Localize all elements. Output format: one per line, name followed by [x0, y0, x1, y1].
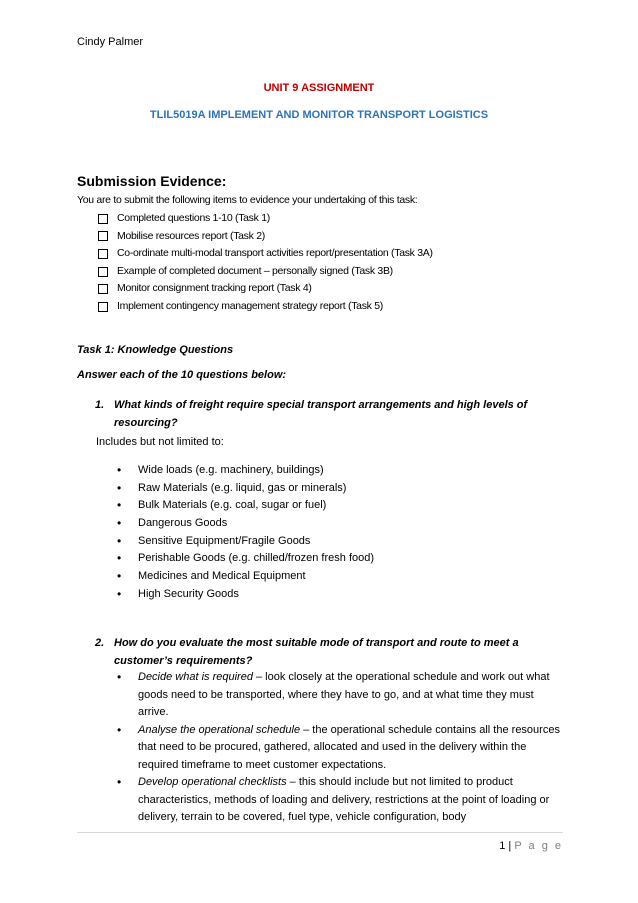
checkbox-icon[interactable]: [98, 284, 108, 294]
list-item: • Wide loads (e.g. machinery, buildings): [117, 462, 374, 480]
q1-answer-intro: Includes but not limited to:: [96, 436, 224, 448]
checklist-item: Mobilise resources report (Task 2): [98, 228, 433, 246]
list-item: • Raw Materials (e.g. liquid, gas or minerals): [117, 480, 374, 498]
course-title: TLIL5019A IMPLEMENT AND MONITOR TRANSPORT LOGISTICS: [149, 109, 489, 121]
page-label: P a g e: [514, 840, 563, 852]
bullet-text: – look closely at the operational schedule and work out what goods need to be transported, where they have to go, and at what time they must arrive.: [138, 671, 550, 718]
task1-heading: Task 1: Knowledge Questions: [77, 344, 234, 356]
bullet-text: – the operational schedule contains all the resources that need to be procured, gathered, allocated and used in the delivery within the required timeframe to meet customer expectations.: [138, 723, 560, 771]
question-number: 1.: [95, 399, 105, 411]
footer-divider: [77, 832, 563, 833]
footer-separator: |: [508, 840, 512, 852]
q2-answer-list: [117, 669, 562, 827]
list-item: • Perishable Goods (e.g. chilled/frozen fresh food): [117, 550, 374, 568]
page-number: 1: [499, 840, 506, 852]
checkbox-icon[interactable]: [98, 214, 108, 224]
list-item: [117, 722, 562, 775]
list-item: • Medicines and Medical Equipment: [117, 568, 374, 586]
bullet-text: – this should include but not limited to product characteristics, methods of loading and delivery, restrictions at the point of loading or delivery, terrain to be covered, fuel type, vehicle configuration, body: [138, 776, 550, 823]
checklist-item: Completed questions 1-10 (Task 1): [98, 210, 433, 228]
unit-title: UNIT 9 ASSIGNMENT: [263, 82, 375, 94]
checklist-item: Example of completed document – personally signed (Task 3B): [98, 263, 433, 281]
list-item: [117, 669, 562, 722]
checklist-item: Monitor consignment tracking report (Task 4): [98, 280, 433, 298]
list-item: • High Security Goods: [117, 586, 374, 604]
question-1: [95, 396, 565, 432]
question-text: How do you evaluate the most suitable mode of transport and route to meet a customer’s requirements?: [114, 637, 519, 667]
question-number: 2.: [95, 637, 105, 649]
list-item: [117, 774, 562, 827]
task1-instruction: Answer each of the 10 questions below:: [77, 369, 287, 381]
question-2: [95, 634, 565, 670]
author-name: Cindy Palmer: [77, 36, 144, 48]
submission-checklist: [98, 210, 433, 316]
checkbox-icon[interactable]: [98, 267, 108, 277]
list-item: • Dangerous Goods: [117, 515, 374, 533]
bullet-term: Analyse the operational schedule: [138, 723, 301, 736]
q1-answer-list: [117, 462, 374, 604]
submission-heading: Submission Evidence:: [77, 173, 227, 189]
submission-intro: You are to submit the following items to evidence your undertaking of this task:: [77, 194, 418, 206]
checklist-item: Implement contingency management strategy report (Task 5): [98, 298, 433, 316]
checkbox-icon[interactable]: [98, 302, 108, 312]
question-text: What kinds of freight require special transport arrangements and high levels of resourcing?: [114, 399, 528, 429]
list-item: • Bulk Materials (e.g. coal, sugar or fuel): [117, 497, 374, 515]
bullet-term: Develop operational checklists: [138, 776, 287, 788]
list-item: • Sensitive Equipment/Fragile Goods: [117, 533, 374, 551]
checkbox-icon[interactable]: [98, 231, 108, 241]
page-footer: [0, 840, 563, 852]
checklist-item: Co-ordinate multi-modal transport activities report/presentation (Task 3A): [98, 245, 433, 263]
bullet-term: Decide what is required: [138, 671, 253, 683]
checkbox-icon[interactable]: [98, 249, 108, 259]
